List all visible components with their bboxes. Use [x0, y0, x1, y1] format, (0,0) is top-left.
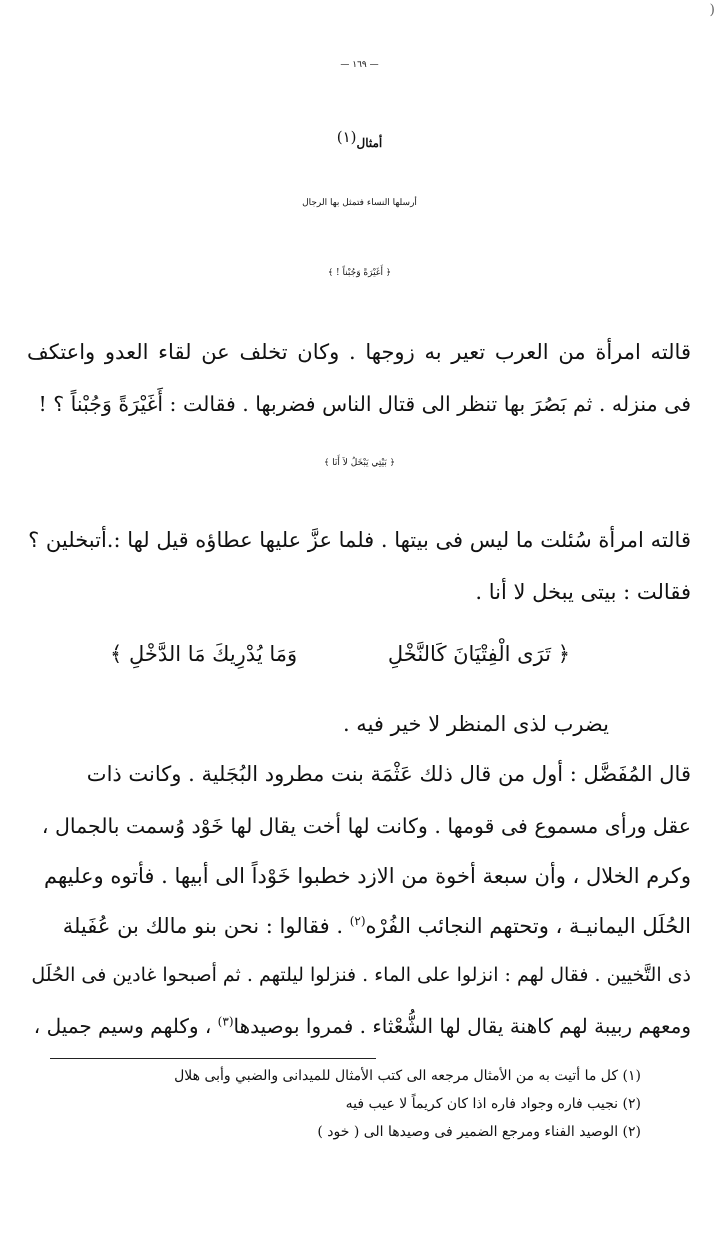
- footnote-ref-2: (٢): [349, 914, 366, 928]
- footnote-2: (٢) نجيب فاره وجواد فاره اذا كان كريماً لا عيب فيه: [345, 1096, 641, 1112]
- verse-hemistich-1: ﴿ تَرَى الْفِتْيَانَ كَالنَّخْلِ: [387, 642, 570, 666]
- section-title: [0, 128, 719, 150]
- section-title-text: أمثال: [356, 136, 383, 150]
- paragraph-3-line-6-end: ، وكلهم وسيم جميل ،: [33, 1014, 218, 1038]
- footnote-ref-3: (٣): [217, 1014, 234, 1029]
- paragraph-1-line-2: فى منزله . ثم بَصُرَ بها تنظر الى قتال الناس فضربها . فقالت : أَغَيْرَةً وَجُبْناً ؟ !: [38, 392, 691, 416]
- paragraph-2-line-1: قالته امرأة سُئلت ما ليس فى بيتها . فلما عزَّ عليها عطاؤه قيل لها :.أتبخلين ؟: [28, 528, 691, 552]
- paragraph-3-line-4: [27, 914, 691, 938]
- page-edge-mark: (: [709, 2, 715, 18]
- section-subtitle: أرسلها النساء فتمثل بها الرجال: [302, 198, 417, 208]
- footnote-divider: [50, 1058, 376, 1059]
- footnote-3: (٢) الوصيد الفناء ومرجع الضمير فى وصيدها الى ( خود ): [317, 1124, 641, 1140]
- paragraph-3-line-2: عقل ورأى مسموع فى قومها . وكانت لها أخت يقال لها خَوْد وُسمت بالجمال ،: [41, 814, 691, 838]
- paragraph-2-line-2: فقالت : بيتى يبخل لا أنا .: [475, 580, 691, 604]
- paragraph-1-line-1: قالته امرأة من العرب تعير به زوجها . وكان تخلف عن لقاء العدو واعتكف: [27, 340, 691, 364]
- paragraph-3-line-3: وكرم الخلال ، وأن سبعة أخوة من الازد خطبوا خَوْداً الى أبيها . فأتوه وعليهم: [44, 864, 691, 888]
- proverb-heading-2: ﴿ بَيْتِي يَبْخَلُ لاَ أَنَا ﴾: [323, 458, 395, 468]
- proverb-heading-1: ﴿ أَغَيْرَةً وَجُبْناً ! ﴾: [327, 268, 392, 278]
- verse-hemistich-2: وَمَا يُدْرِيكَ مَا الدَّخْلِ ﴾: [110, 642, 298, 666]
- paragraph-3-line-4-start: الحُلَل اليمانيـة ، وتحتهم النجائب الفُرْه: [365, 914, 691, 938]
- footnote-1: (١) كل ما أتيت به من الأمثال مرجعه الى كتب الأمثال للميدانى والضبي وأبى هلال: [174, 1068, 641, 1084]
- paragraph-3-line-5: ذى التَّخيين . فقال لهم : انزلوا على الماء . فنزلوا ليلتهم . ثم أصبحوا غادين فى الحُلَل: [31, 964, 691, 986]
- paragraph-3-line-4-end: . فقالوا : نحن بنو مالك بن عُفَيلة: [62, 914, 350, 938]
- paragraph-3-line-6-start: ومعهم ربيبة لهم كاهنة يقال لها الشُّعْثاء . فمروا بوصيدها: [233, 1014, 691, 1038]
- paragraph-3-line-6: [27, 1014, 691, 1038]
- paragraph-3-line-1: قال المُفَضَّل : أول من قال ذلك عَثْمَة بنت مطرود البُجَلية . وكانت ذات: [86, 762, 691, 786]
- title-footnote-ref: (١): [336, 128, 357, 146]
- proverb-meaning: يضرب لذى المنظر لا خير فيه .: [342, 712, 609, 736]
- page-number: — ١٦٩ —: [340, 60, 379, 70]
